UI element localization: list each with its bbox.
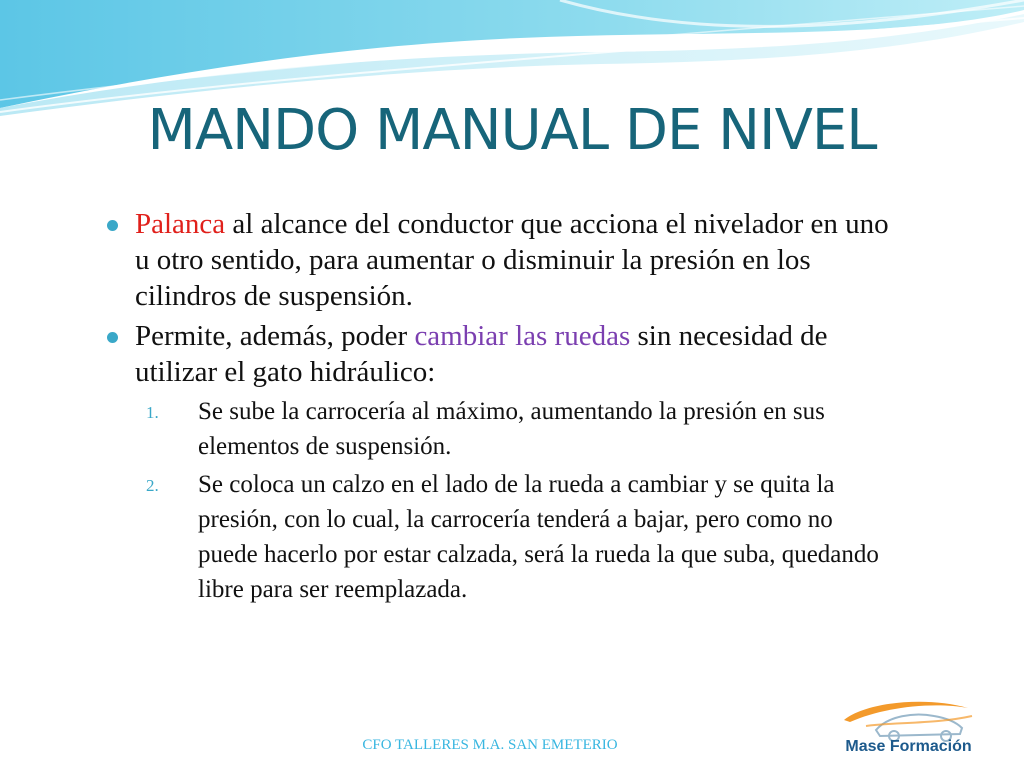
numbered-step xyxy=(105,467,898,607)
slide-title: MANDO MANUAL DE NIVEL xyxy=(147,98,877,163)
step-number: 2. xyxy=(146,476,159,495)
bullet-highlight: cambiar las ruedas xyxy=(414,320,631,352)
bullet-text: al alcance del conductor que acciona el nivelador en uno u otro sentido, para aumentar o disminuir la presión en los cilindros de suspensión. xyxy=(135,208,889,312)
footer-text: CFO TALLERES M.A. SAN EMETERIO xyxy=(362,737,618,753)
bullet-dot-icon xyxy=(107,220,118,231)
numbered-step xyxy=(105,394,898,464)
slide-content xyxy=(105,206,905,610)
bullet-item xyxy=(105,318,905,390)
logo-text: Mase Formación xyxy=(845,738,972,755)
step-number: 1. xyxy=(146,403,159,422)
bullet-item xyxy=(105,206,905,314)
bullet-dot-icon xyxy=(107,332,118,343)
bullet-highlight: Palanca xyxy=(135,208,226,240)
bullet-text: Permite, además, poder xyxy=(135,320,415,352)
bullet-text: sin necesidad de utilizar el gato hidráulico: xyxy=(135,320,828,388)
step-text: Se coloca un calzo en el lado de la rueda a cambiar y se quita la presión, con lo cual, la carrocería tenderá a bajar, pero como no puede hacerlo por estar calzada, será la rueda la que suba, quedando libre para ser reemplazada. xyxy=(198,471,879,603)
step-text: Se sube la carrocería al máximo, aumentando la presión en sus elementos de suspensión. xyxy=(198,398,825,460)
